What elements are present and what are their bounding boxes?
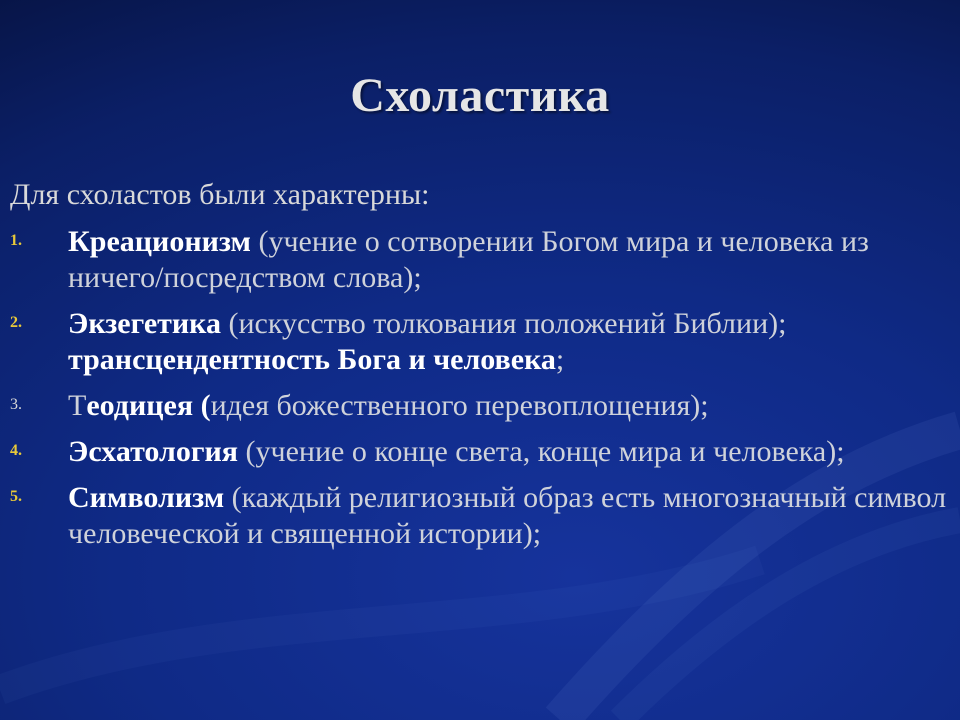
- item-extra-line: [68, 342, 950, 378]
- item-term: Символизм: [68, 481, 225, 514]
- item-description: (искусство толкования положений Библии);: [221, 307, 787, 340]
- item-term: Экзегетика: [68, 307, 222, 340]
- item-extra-tail: ;: [555, 343, 565, 376]
- list-item-2: [10, 306, 950, 378]
- item-description: (учение о сотворении Богом мира и человека из ничего/посредством слова);: [68, 225, 869, 294]
- list-item-1: [10, 224, 950, 296]
- item-term: Эсхатология: [68, 435, 239, 468]
- item-description: идея божественного перевоплощения);: [210, 389, 709, 422]
- item-term: еодицея (: [86, 389, 211, 422]
- item-extra-bold: трансцендентность Бога и человека: [68, 343, 556, 376]
- slide-title: Схоластика: [350, 69, 610, 122]
- intro-text: Для схоластов были характерны:: [10, 178, 430, 211]
- list-number: 2.: [10, 314, 22, 331]
- list-number: 5.: [10, 488, 22, 505]
- list-item-5: [10, 480, 950, 552]
- item-description: (каждый религиозный образ есть многозначный символ человеческой и священной истории);: [68, 481, 947, 550]
- list-number: 1.: [10, 232, 22, 249]
- item-term: Креационизм: [68, 225, 251, 258]
- item-description: (учение о конце света, конце мира и человека);: [238, 435, 845, 468]
- list-item-4: [10, 434, 950, 470]
- list-number: 3.: [10, 396, 22, 413]
- list-item-3: [10, 388, 950, 424]
- list-number: 4.: [10, 442, 22, 459]
- item-term-initial: Т: [68, 389, 87, 422]
- characteristics-list: [10, 224, 950, 562]
